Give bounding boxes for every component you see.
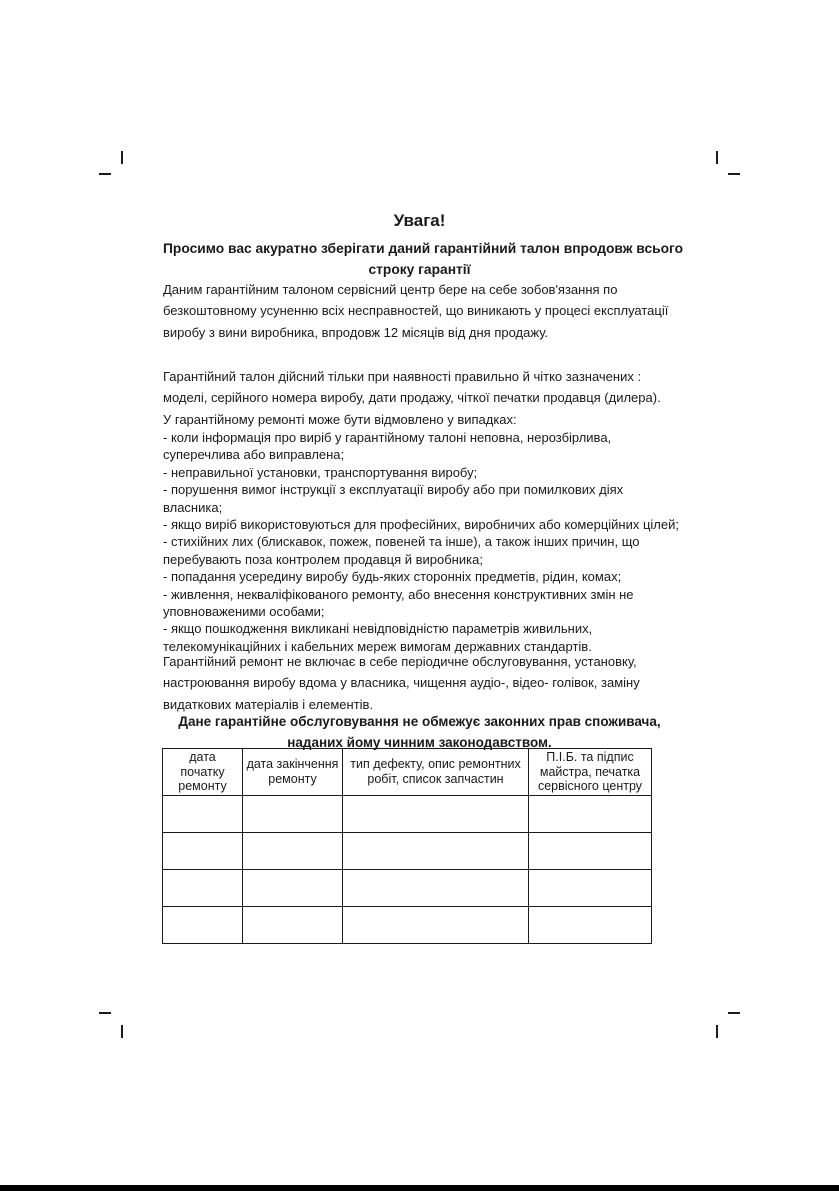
crop-mark-top-right-horizontal bbox=[728, 173, 740, 175]
empty-cell bbox=[243, 795, 343, 832]
text-line: перебувають поза контролем продавця й виробника; bbox=[163, 551, 483, 567]
exclusions-paragraph bbox=[163, 651, 676, 715]
text-line: строку гарантії bbox=[368, 262, 471, 277]
text-line: власника; bbox=[163, 499, 223, 515]
text-line: - порушення вимог інструкції з експлуатації виробу або при помилкових діях bbox=[163, 482, 624, 498]
empty-cell bbox=[529, 869, 652, 906]
table-row bbox=[163, 906, 652, 943]
col-header-repair-end-date: дата закінчення ремонту bbox=[243, 749, 343, 796]
text-line: виробу з вини виробника, впродовж 12 місяців від дня продажу. bbox=[163, 324, 549, 340]
text-line: настроювання виробу вдома у власника, чищення аудіо-, відео- голівок, заміну bbox=[163, 675, 640, 691]
empty-cell bbox=[343, 832, 529, 869]
repair-log-table bbox=[162, 748, 652, 944]
table-row bbox=[163, 795, 652, 832]
text-line: Гарантійний талон дійсний тільки при наявності правильно й чітко зазначених : bbox=[163, 369, 642, 384]
table-header-row bbox=[163, 749, 652, 796]
text-line: У гарантійному ремонті може бути відмовлено у випадках: bbox=[163, 411, 517, 427]
text-line: - коли інформація про виріб у гарантійному талоні неповна, нерозбірлива, bbox=[163, 430, 612, 445]
text-line: Просимо вас акуратно зберігати даний гарантійний талон впродовж всього bbox=[163, 241, 684, 256]
text-line: - попадання усередину виробу будь-яких сторонніх предметів, рідин, комах; bbox=[163, 569, 622, 585]
text-line: видаткових матеріалів і елементів. bbox=[163, 696, 374, 712]
text-line: Гарантійний ремонт не включає в себе періодичне обслуговування, установку, bbox=[163, 654, 637, 669]
text-line: - стихійних лих (блискавок, пожеж, повеней та інше), а також інших причин, що bbox=[163, 534, 640, 550]
refusal-cases-list bbox=[163, 429, 680, 655]
text-line: Даним гарантійним талоном сервісний центр бере на себе зобов'язання по bbox=[163, 282, 618, 297]
intro-paragraph bbox=[163, 279, 676, 343]
table-row bbox=[163, 832, 652, 869]
empty-cell bbox=[343, 869, 529, 906]
crop-mark-top-left-horizontal bbox=[99, 173, 111, 175]
empty-cell bbox=[343, 795, 529, 832]
text-line: Дане гарантійне обслуговування не обмежує законних прав споживача, bbox=[178, 714, 661, 729]
empty-cell bbox=[529, 795, 652, 832]
empty-cell bbox=[529, 906, 652, 943]
text-line: - якщо виріб використовуються для професійних, виробничих або комерційних цілей; bbox=[163, 517, 680, 533]
warning-title: Увага! bbox=[393, 211, 446, 230]
text-line: уповноваженими особами; bbox=[163, 604, 325, 620]
col-header-repair-start-date: дата початку ремонту bbox=[163, 749, 243, 796]
crop-mark-top-left-vertical bbox=[121, 151, 123, 164]
text-line: моделі, серійного номера виробу, дати продажу, чіткої печатки продавця (дилера). bbox=[163, 390, 661, 406]
validity-paragraph bbox=[163, 366, 676, 430]
scan-edge-bar bbox=[0, 1185, 839, 1191]
empty-cell bbox=[243, 906, 343, 943]
empty-cell bbox=[243, 869, 343, 906]
text-line: суперечлива або виправлена; bbox=[163, 447, 345, 463]
empty-cell bbox=[163, 869, 243, 906]
text-line: телекомунікаційних і кабельних мереж вимогам державних стандартів. bbox=[163, 638, 592, 654]
warning-subtitle bbox=[163, 238, 684, 280]
empty-cell bbox=[243, 832, 343, 869]
text-line: - якщо пошкодження викликані невідповідністю параметрів живильних, bbox=[163, 621, 593, 637]
table-body bbox=[163, 795, 652, 943]
text-line: безкоштовному усуненню всіх несправностей, що виникають у процесі експлуатації bbox=[163, 303, 669, 319]
empty-cell bbox=[343, 906, 529, 943]
text-line: - неправильної установки, транспортування виробу; bbox=[163, 464, 478, 480]
empty-cell bbox=[163, 795, 243, 832]
crop-mark-bottom-right-vertical bbox=[716, 1025, 718, 1038]
text-line: - живлення, некваліфікованого ремонту, або внесення конструктивних змін не bbox=[163, 586, 634, 602]
crop-mark-bottom-right-horizontal bbox=[728, 1012, 740, 1014]
table-row bbox=[163, 869, 652, 906]
col-header-defect-description: тип дефекту, опис ремонтних робіт, список запчастин bbox=[343, 749, 529, 796]
crop-mark-bottom-left-vertical bbox=[121, 1025, 123, 1038]
empty-cell bbox=[163, 906, 243, 943]
empty-cell bbox=[163, 832, 243, 869]
crop-mark-top-right-vertical bbox=[716, 151, 718, 164]
col-header-master-signature: П.І.Б. та підпис майстра, печатка сервісного центру bbox=[529, 749, 652, 796]
crop-mark-bottom-left-horizontal bbox=[99, 1012, 111, 1014]
empty-cell bbox=[529, 832, 652, 869]
text-line: наданих йому чинним законодавством. bbox=[287, 735, 552, 751]
